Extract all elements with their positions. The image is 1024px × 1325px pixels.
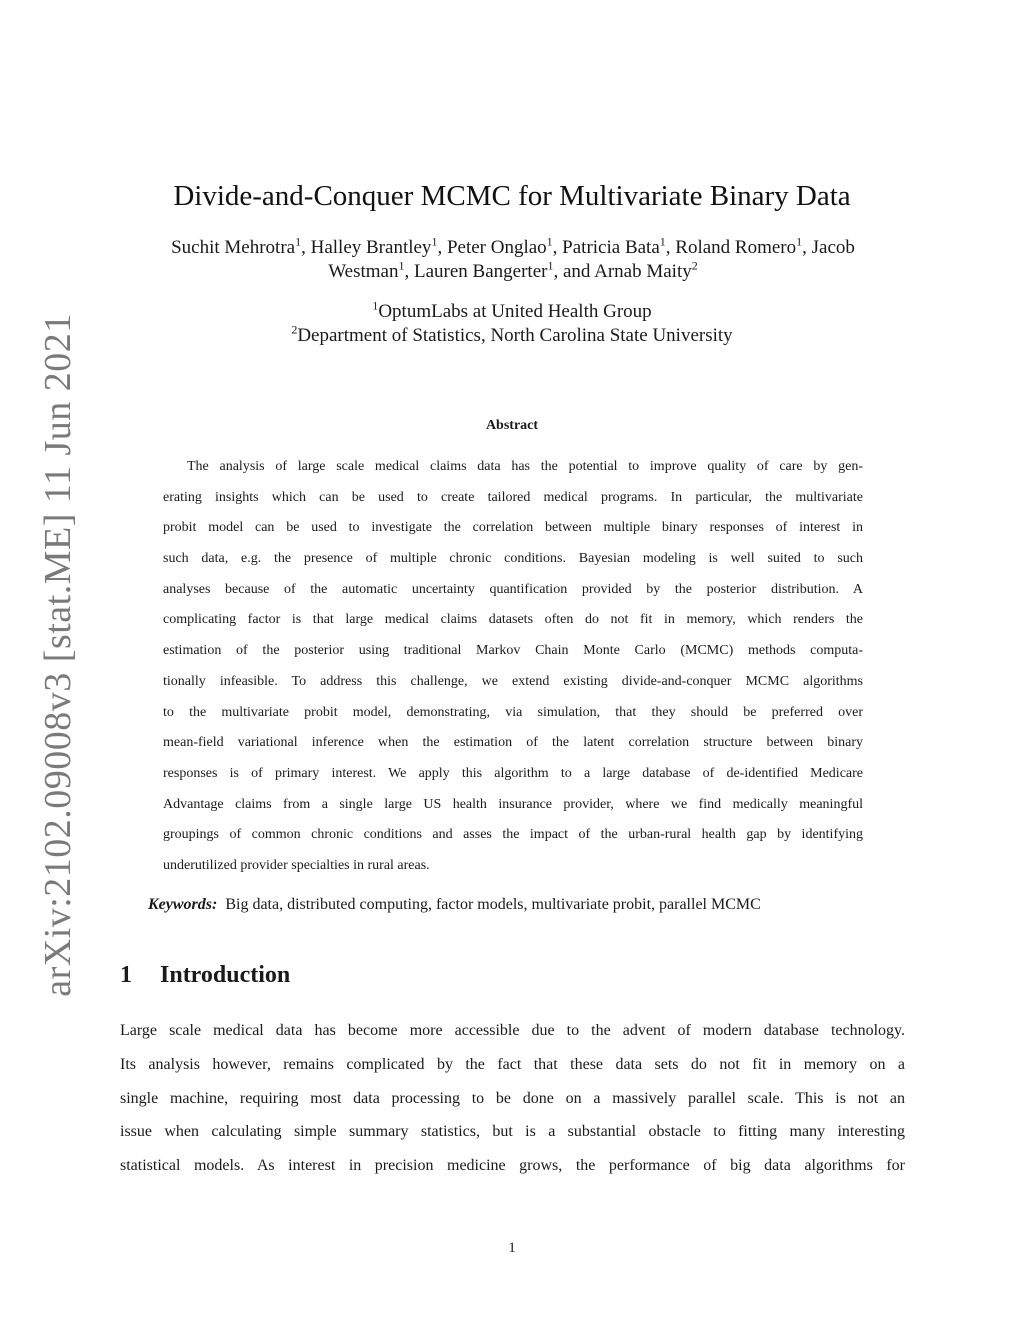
author-line-1 (118, 236, 908, 260)
affiliation-marker: 2 (291, 322, 298, 337)
author-affiliation-marker: 1 (659, 234, 666, 249)
section-heading (120, 962, 290, 989)
abstract-body (163, 452, 863, 882)
author-affiliation-marker: 1 (398, 258, 405, 273)
affiliation (0, 300, 1024, 324)
abstract-heading: Abstract (485, 418, 539, 433)
affiliation (0, 324, 1024, 348)
author-affiliation-marker: 2 (691, 258, 698, 273)
author-separator: , (665, 237, 676, 258)
body-line: Its analysis however, remains complicated by the fact that these data sets do not fit in memory on a (120, 1055, 905, 1073)
abstract-line: groupings of common chronic conditions and asses the impact of the urban-rural health gap by identifying (163, 827, 863, 843)
body-line: statistical models. As interest in precision medicine grows, the performance of big data algorithms for (120, 1157, 905, 1175)
author-name: Patricia Bata (562, 237, 660, 258)
abstract-line: underutilized provider specialties in rural areas. (163, 857, 430, 873)
abstract-line: probit model can be used to investigate the correlation between multiple binary responses of interest in (163, 520, 863, 536)
author-affiliation-marker: 1 (431, 234, 438, 249)
section-title: Introduction (160, 962, 291, 988)
abstract-line: erating insights which can be used to create tailored medical programs. In particular, the multivariate (163, 489, 863, 505)
author-affiliation-marker: 1 (295, 234, 302, 249)
affiliation-text: OptumLabs at United Health Group (378, 301, 652, 322)
abstract-line: The analysis of large scale medical claims data has the potential to improve quality of care by gen- (187, 459, 863, 474)
body-line: Large scale medical data has become more accessible due to the advent of modern database technology. (120, 1022, 905, 1039)
author-name: Lauren Bangerter (414, 261, 548, 282)
affiliation-list (0, 300, 1024, 348)
author-name: Roland Romero (675, 237, 797, 258)
abstract-line: analyses because of the automatic uncertainty quantification provided by the posterior distribution. A (163, 581, 863, 597)
introduction-body (120, 1014, 905, 1183)
author-name: Suchit Mehrotra (171, 237, 296, 258)
abstract-line: to the multivariate probit model, demonstrating, via simulation, that they should be preferred over (163, 704, 863, 720)
keywords-text: Big data, distributed computing, factor models, multivariate probit, parallel MCMC (225, 896, 761, 913)
author-name: Westman (328, 261, 399, 282)
author-name: Arnab Maity (594, 261, 692, 282)
author-name: Peter Onglao (446, 237, 547, 258)
body-line: single machine, requiring most data processing to be done on a massively parallel scale. This is not an (120, 1089, 905, 1107)
author-name: Halley Brantley (310, 237, 432, 258)
author-separator: , (404, 261, 414, 282)
body-line: issue when calculating simple summary statistics, but is a substantial obstacle to fitting many interesting (120, 1123, 905, 1141)
section-number: 1 (120, 962, 132, 988)
author-line-2 (118, 260, 908, 284)
author-list (118, 236, 908, 284)
author-separator: , (301, 237, 311, 258)
affiliation-marker: 1 (372, 298, 379, 313)
author-affiliation-marker: 1 (796, 234, 803, 249)
arxiv-identifier-stamp: arXiv:2102.09008v3 [stat.ME] 11 Jun 2021 (37, 313, 79, 997)
abstract-line: mean-field variational inference when the estimation of the latent correlation structure between binary (163, 735, 863, 751)
author-separator: , Jacob (802, 237, 855, 258)
page-number: 1 (508, 1240, 516, 1256)
author-separator: , and (553, 261, 595, 282)
author-affiliation-marker: 1 (547, 258, 554, 273)
keywords-label: Keywords: (148, 896, 218, 913)
keywords (148, 894, 908, 916)
affiliation-text: Department of Statistics, North Carolina State University (297, 325, 733, 346)
abstract-line: estimation of the posterior using traditional Markov Chain Monte Carlo (MCMC) methods computa- (163, 643, 863, 659)
abstract-line: such data, e.g. the presence of multiple chronic conditions. Bayesian modeling is well suited to such (163, 551, 863, 567)
abstract-line: tionally infeasible. To address this challenge, we extend existing divide-and-conquer MCMC algorithms (163, 673, 863, 689)
paper-title: Divide-and-Conquer MCMC for Multivariate Binary Data (173, 180, 851, 212)
author-affiliation-marker: 1 (546, 234, 553, 249)
author-separator: , (552, 237, 563, 258)
abstract-line: complicating factor is that large medical claims datasets often do not fit in memory, which renders the (163, 612, 863, 628)
abstract-line: Advantage claims from a single large US health insurance provider, where we find medically meaningful (163, 796, 863, 812)
author-separator: , (437, 237, 447, 258)
abstract-line: responses is of primary interest. We apply this algorithm to a large database of de-identified Medicare (163, 765, 863, 781)
